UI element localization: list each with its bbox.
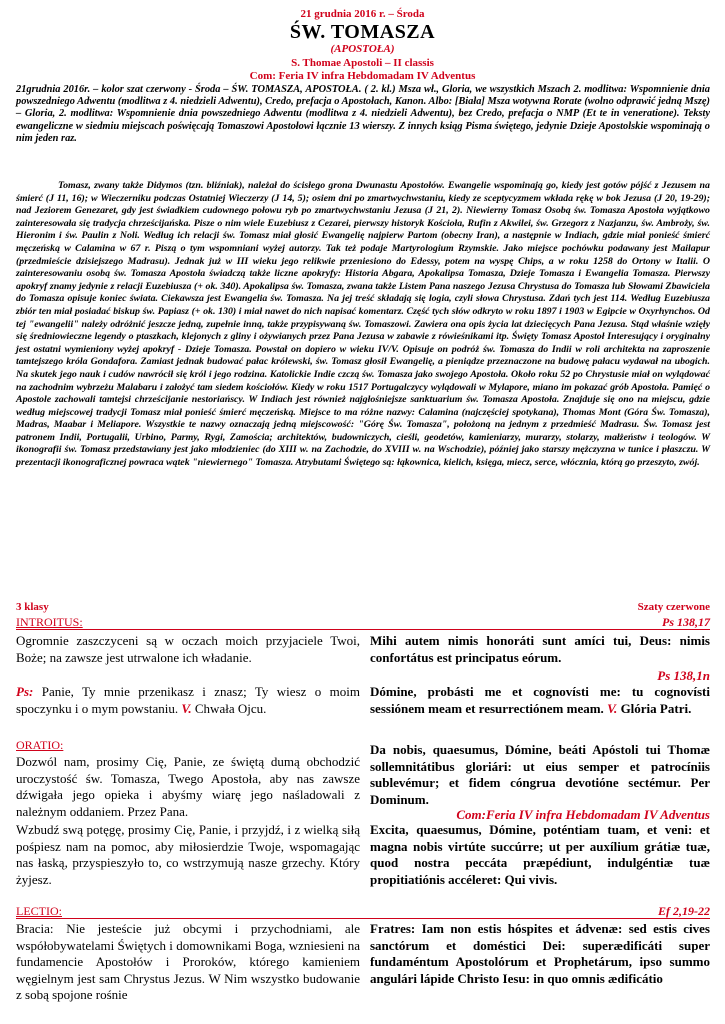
gloria-la: Glória Patri. (620, 700, 692, 716)
saint-biography: Tomasz, zwany także Didymos (tzn. bliźniak), należał do ścisłego grona Dwunastu Apostołów. Ewangelie wspominają go, kiedy jest gotów pójść z Jezusem na śmierć (J 11, 16); w Wieczerniku podczas Ostatniej Wieczerzy (J 14, 5); osiem dni po zmartwychwstaniu, kiedy ze sceptycyzmem wkłada rękę w bok Jezusa (J 20, 19-29); nad Jeziorem Genezaret, gdy jest świadkiem cudownego połowu ryb po zmartwychwstaniu Jezusa (J 21, 2). Niewierny Tomasz Osobą św. Tomasza Apostoła wyjątkowo zainteresowała się tradycja chrześcijańska. Pisze o nim wiele Euzebiusz z Cezarei, pierwszy historyk Kościoła, Rufin z Akwilei, św. Grzegorz z Nazjanzu, św. Ambroży, św. Hieronim i św. Paulin z Noli. Według ich relacji św. Tomasz miał głosić Ewangelię najpierw Partom (obecny Iran), a następnie w Indiach, gdzie miał ponieść śmierć męczeńską w Calamina w 67 r. Piszą o tym wspomniani wyżej autorzy. Tak też podaje Martyrologium Rzymskie. Jako miejsce pochówku podawany jest Mailapur (przedmieście dzisiejszego Madrasu). Jednak już w III wieku jego relikwie przeniesiono do Edessy, potem na wyspę Chips, a w roku 1258 do Ortony w Italii. O zainteresowaniu osobą św. Tomasza Apostoła świadczą także liczne apokryfy: Historia Abgara, Apokalipsa Tomasza, Dzieje Tomasza i Ewangelia Tomasza. Pierwszy apokryf znamy jedynie z relacji Euzebiusza (+ ok. 340). Apokalipsa św. Tomasza, zwana także Listem Pana naszego Jezusa Chrystusa do Tomasza lub Słowami Zbawiciela do Tomasza opisuje koniec świata. Ciekawsza jest Ewangelia św. Tomasza. Na jej treść składają się logia, czyli słowa Chrystusa. Zdań tych jest 114. Według Euzebiusza zbiór ten miał posiadać biskup św. Papiasz (+ ok. 130) i miał nawet do nich napisać komentarz. Część tych słów odkryto w roku 1897 i 1903 w Egipcie w Oxyrhynchos. Od tej "ewangelii" należy odróżnić jeszcze jedną, zupełnie inną, także przypisywaną św. Tomaszowi. Zawiera ona opis życia lat dziecięcych Pana Jezusa. Stąd właśnie wzięły się średniowieczne legendy o ptaszkach, klejonych z gliny i ożywianych przez Pana Jezusa w zabawie z rówieśnikami itp. Święty Tomasz Apostoł Interesujący i oryginalny jest ostatni wymieniony wyżej apokryf - Dzieje Tomasza. Powstał on dopiero w wieku IV/V. Opisuje on podróż św. Tomasza do Indii w roli architekta na zaproszenie tamtejszego króla Gondafora. Zamiast jednak budować pałac królewski, św. Tomasz głosił Ewangelię, a pieniądze przeznaczone na budowę pałacu wydawał na ubogich. Na skutek jego nauk i cudów nawrócił się król i jego rodzina. Katolickie Indie czczą św. Tomasza jako swojego Apostoła. Około roku 52 po Chrystusie miał on wylądować na zachodnim wybrzeżu Malabaru i założyć tam siedem kościołów. Kiedy w roku 1517 Portugalczycy wylądowali w Mylapore, miano im pokazać grób Apostoła. Pamięć o Apostole zachowali tamtejsi chrześcijanie nestoriańscy. W Indiach jest również najgłośniejsze sanktuarium św. Tomasza Apostoła. Znajduje się ono na miejscu, gdzie według miejscowej tradycji Tomasz miał ponieść śmierć męczeńską. Miejsce to ma różne nazwy: Calamina (najczęściej spotykana), Thomas Mont (Góra Św. Tomasza), Madras, Maabar i Meliapore. Wszystkie te nazwy oznaczają jedną miejscowość: "Górę Św. Tomasza", położoną na jednym z przedmieść Madrasu. Św. Tomasz jest patronem Indii, Portugalii, Urbino, Parmy, Rygi, Zamościa; architektów, budowniczych, cieśli, geodetów, kamieniarzy, murarzy, stolarzy, małżeństw i teologów. W ikonografii św. Tomasz przedstawiany jest jako młodzieniec (do XIII w. na Zachodzie, do XVIII w. na Wschodzie), później jako starszy mężczyzna w tunice i płaszczu. W prezentacji ikonograficznej powraca wątek "niewiernego" Tomasza. Atrybutami Świętego są: łąkownica, kielich, księga, miecz, serce, włócznia, którą go przeszyto, zwój. (16, 180, 710, 469)
oratio-la-1: Da nobis, quaesumus, Dómine, beáti Apóstoli tui Thomæ sollemnitátibus gloriári: ut eius semper et patrocíniis sublevémur; et fidem cóngrua devotióne sectémur. Per Dominum. (370, 742, 710, 807)
classis-line: S. Thomae Apostoli – II classis (291, 57, 434, 69)
introitus-pl: Ogromnie zaszczyceni są w oczach moich przyjaciele Twoi, Boże; na zawsze jest utrwalone ich władanie. (16, 633, 360, 665)
oratio-la-2: Excita, quaesumus, Dómine, poténtiam tuam, et veni: et magna nobis virtúte succúrre; ut per auxílium grátiæ tuæ, quod nostra peccáta præpédiunt, indulgéntiæ tuæ propitiatiónis accéleret: Qui vivis. (370, 822, 710, 887)
rubric-intro: 21grudnia 2016r. – kolor szat czerwony - Środa – ŚW. TOMASZA, APOSTOŁA. ( 2. kl.) Msza wł., Gloria, we wszystkich Mszach 2. modlitwa: Wspomnienie dnia powszedniego Adwentu (modlitwa z 4. niedzieli Adwentu), Credo, prefacja o Apostołach, Kanon. Albo: [Biała] Msza wotywna Rorate (wolno odprawić jedną Mszę) – Gloria, 2. modlitwa: Wspomnienie dnia powszedniego Adwentu (modlitwa z 4. niedzieli Adwentu), bez Credo, prefacja o NMP (Et te in veneratione). Teksty ewangeliczne w siedmiu miejscach poświęcają Tomaszowi Apostołowi łącznie 13 wierszy. Z innych ksiąg Pisma świętego, jedynie Dzieje Apostolskie wspominają o nim jeden raz. (16, 84, 710, 144)
lectio-header (16, 904, 710, 919)
versicle-mark: V. (181, 700, 192, 716)
lectio-ref: Ef 2,19-22 (658, 904, 710, 918)
introitus-ref: Ps 138,17 (662, 615, 710, 629)
class-label: 3 klasy (16, 601, 49, 613)
lectio-pl: Bracia: Nie jesteście już obcymi i przychodniami, ale współobywatelami Świętych i domownikami Boga, wzniesieni na fundamencie Apostołów i Proroków, którego kamieniem węgielnym jest sam Chrystus Jezus. W Nim wszystko budowanie z sobą spojone rośnie (16, 921, 360, 1003)
introitus-psalm-ref: Ps 138,1n (657, 668, 710, 683)
lectio-la: Fratres: Iam non estis hóspites et ádvenæ: sed estis cives sanctórum et doméstici Dei: superædificáti super fundaméntum Apostolórum et Prophetárum, ipso summo angulári lápide Christo Iesu: in quo omnis ædificátio (370, 921, 710, 986)
gloria-pl: Chwała Ojcu. (194, 700, 267, 716)
page-subtitle: (APOSTOŁA) (330, 43, 395, 55)
commemoration-line: Com: Feria IV infra Hebdomadam IV Adventus (249, 70, 476, 82)
introitus-la: Mihi autem nimis honoráti sunt amíci tui, Deus: nimis confortátus est principatus eórum. (370, 633, 710, 665)
psalm-text-la: Dómine, probásti me et cognovísti me: tu cognovísti sessiónem meam et resurrectiónem meam. (370, 684, 710, 716)
psalm-text-pl: Panie, Ty mnie przenikasz i znasz; Ty wiesz o moim spoczynku i o mym powstaniu. (16, 684, 360, 716)
lectio-heading: LECTIO: (16, 904, 62, 918)
introitus-header (16, 615, 710, 630)
introitus-psalm-la (370, 684, 710, 717)
class-row (16, 601, 710, 614)
psalm-label: Ps: (16, 684, 34, 699)
introitus-heading: INTROITUS: (16, 615, 83, 629)
commemoration-label: Com:Feria IV infra Hebdomadam IV Adventus (456, 807, 710, 822)
oratio-pl-1: Dozwól nam, prosimy Cię, Panie, ze świętą dumą obchodzić uroczystość św. Tomasza, Twego Apostoła, aby nas zawsze dźwigała jego opieka i abyśmy wiarę jego naśladowali z należnym oddaniem. Przez Pana. (16, 754, 360, 819)
page-title: ŚW. TOMASZA (289, 21, 436, 43)
vestment-color-label: Szaty czerwone (637, 601, 710, 613)
introitus-psalm-pl (16, 684, 360, 717)
date-line: 21 grudnia 2016 r. – Środa (300, 8, 425, 20)
versicle-mark-la: V. (607, 700, 618, 716)
oratio-pl-2: Wzbudź swą potęgę, prosimy Cię, Panie, i przyjdź, i z wielką siłą pośpiesz nam na pomoc, aby miłosierdzie Twoje, wspomagając nas łaską, przyspieszyło to, co wstrzymują nasze grzechy. Który żyjesz. (16, 822, 360, 887)
oratio-heading: ORATIO: (16, 738, 64, 752)
